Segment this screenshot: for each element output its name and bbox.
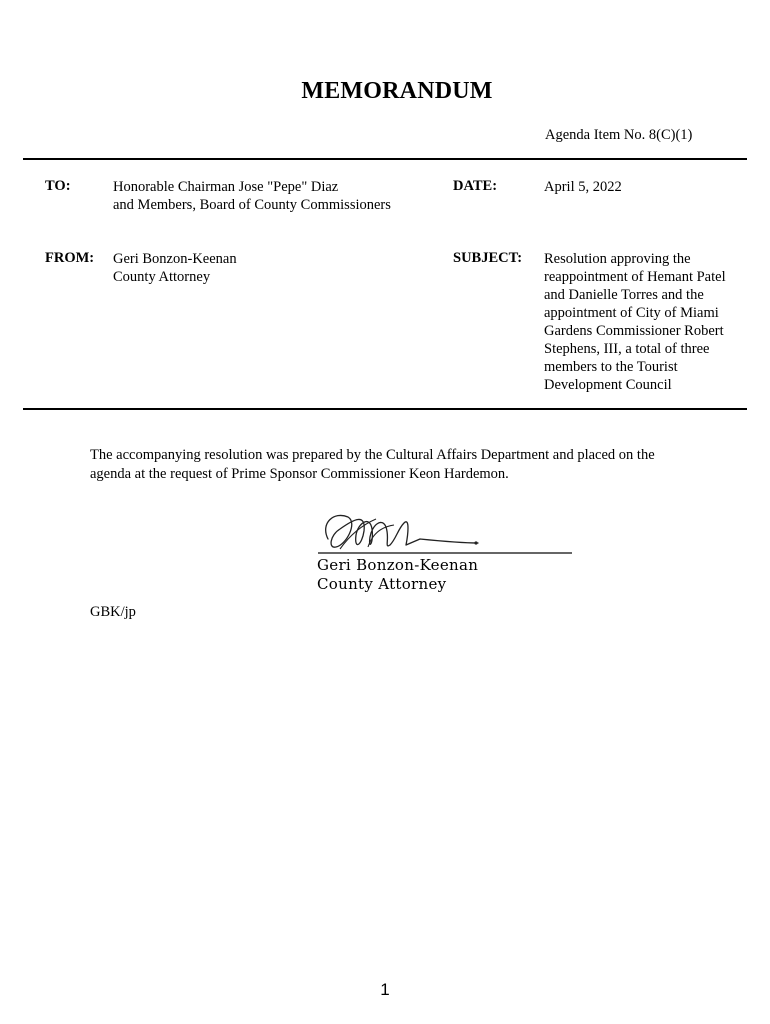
bottom-divider <box>23 408 747 410</box>
subject-text <box>544 250 754 394</box>
to-line-2: and Members, Board of County Commissioners <box>113 197 391 213</box>
from-sender <box>113 250 237 286</box>
date-value: April 5, 2022 <box>544 179 622 195</box>
page-number: 1 <box>380 980 390 999</box>
handwritten-signature-image <box>310 505 580 560</box>
subject-line: appointment of City of Miami <box>544 305 719 321</box>
subject-line: reappointment of Hemant Patel <box>544 269 726 285</box>
signature-block <box>317 556 478 594</box>
typist-initials: GBK/jp <box>90 604 136 620</box>
to-recipient <box>113 178 391 214</box>
from-label: FROM: <box>45 250 95 266</box>
body-line-2: agenda at the request of Prime Sponsor Commissioner Keon Hardemon. <box>90 466 509 482</box>
subject-line: Stephens, III, a total of three <box>544 341 710 357</box>
top-divider <box>23 158 747 160</box>
subject-line: members to the Tourist <box>544 359 678 375</box>
from-line-2: County Attorney <box>113 269 211 285</box>
subject-label: SUBJECT: <box>453 250 523 266</box>
signatory-name: Geri Bonzon-Keenan <box>317 556 479 574</box>
memo-title: MEMORANDUM <box>301 78 493 104</box>
agenda-item-number: Agenda Item No. 8(C)(1) <box>545 127 693 143</box>
memo-body-paragraph <box>90 446 690 484</box>
from-line-1: Geri Bonzon-Keenan <box>113 251 237 267</box>
subject-line: Gardens Commissioner Robert <box>544 323 724 339</box>
body-line-1: The accompanying resolution was prepared by the Cultural Affairs Department and placed on the <box>90 447 655 463</box>
date-label: DATE: <box>453 178 498 194</box>
to-label: TO: <box>45 178 71 194</box>
subject-line: and Danielle Torres and the <box>544 287 704 303</box>
to-line-1: Honorable Chairman Jose "Pepe" Diaz <box>113 179 339 195</box>
subject-line: Resolution approving the <box>544 251 691 267</box>
subject-line: Development Council <box>544 377 672 393</box>
signatory-title: County Attorney <box>317 575 447 593</box>
